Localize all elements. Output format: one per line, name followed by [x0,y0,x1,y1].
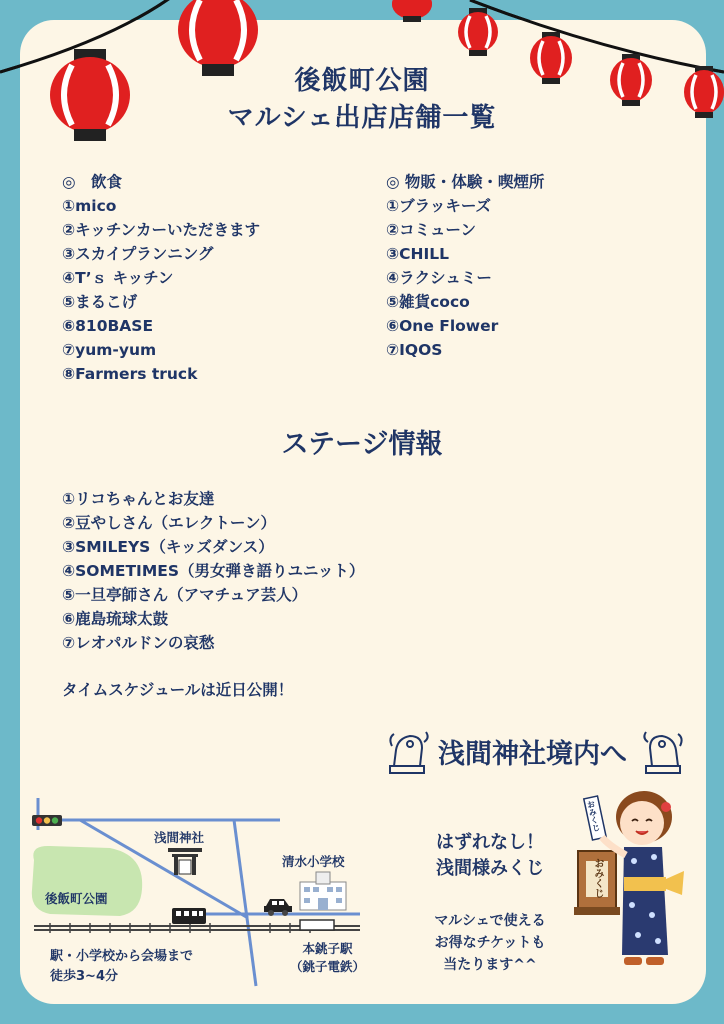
page-title-line2: マルシェ出店店舗一覧 [227,103,497,133]
map-label-school: 清水小学校 [282,854,345,869]
station-line: （銚子電鉄） [290,959,366,974]
omikuji-sign-text: おみくじ [585,799,602,833]
walk-line2: 徒歩3~4分 [50,969,118,984]
page-title-line1: 後飯町公園 [294,66,430,96]
list-item: ⑦yum-yum [62,341,157,359]
list-item: ①リコちゃんとお友達 [62,490,215,508]
map-label-park: 後飯町公園 [45,891,108,906]
food-list [62,170,362,386]
komainu-icon [386,728,430,776]
komainu-icon [642,728,686,776]
list-item: ②豆やしさん（エレクトーン） [62,514,277,532]
list-item: ④T’ｓ キッチン [62,269,174,287]
omikuji-box-text: おみくじ [592,858,603,898]
walk-line1: 駅・小学校から会場まで [50,949,194,964]
food-heading: ◎ 飲食 [62,173,123,191]
stage-list [62,487,662,655]
map-label-shrine: 浅間神社 [154,830,205,845]
ticket-text [390,910,590,976]
mikuji-line1: はずれなし！ [436,832,544,853]
list-item: ②コミューン [386,221,477,239]
list-item: ④SOMETIMES（男女弾き語りユニット） [62,562,365,580]
traffic-light-icon [32,815,62,826]
ticket-line2: お得なチケットも [434,935,546,951]
stage-title: ステージ情報 [281,429,443,460]
list-item: ⑥鹿島琉球太鼓 [62,610,169,628]
schedule-note: タイムスケジュールは近日公開！ [62,681,294,699]
walk-note [50,947,193,987]
list-item: ③SMILEYS（キッズダンス） [62,538,274,556]
station-name: 本銚子駅 [302,941,353,956]
list-item: ③スカイプランニング [62,245,214,263]
ticket-line1: マルシェで使える [434,913,546,929]
list-item: ⑥One Flower [386,317,499,335]
list-item: ②キッチンカーいただきます [62,221,261,239]
ticket-line3: 当たります^^ [443,957,537,973]
list-item: ⑦レオパルドンの哀愁 [62,634,215,652]
station-icon [300,920,334,930]
list-item: ⑥810BASE [62,317,154,335]
goods-heading: ◎ 物販・体験・喫煙所 [386,173,545,191]
list-item: ⑤雑貨coco [386,293,470,311]
mikuji-line2: 浅間様みくじ [436,858,544,879]
list-item: ④ラクシュミー [386,269,492,287]
list-item: ①mico [62,197,117,215]
shrine-gate-icon [168,848,202,875]
list-item: ⑦IQOS [386,341,443,359]
road [234,820,256,986]
shrine-title: 浅間神社境内へ [438,739,627,770]
list-item: ③CHILL [386,245,449,263]
list-item: ⑧Farmers truck [62,365,198,383]
map-label-station [290,939,365,975]
list-item: ①ブラッキーズ [386,197,492,215]
goods-list [386,170,686,362]
list-item: ⑤一旦亭師さん（アマチュア芸人） [62,586,308,604]
train-icon [172,908,206,924]
school-icon [300,872,346,910]
list-item: ⑤まるこげ [62,293,138,311]
mikuji-text [390,830,590,882]
